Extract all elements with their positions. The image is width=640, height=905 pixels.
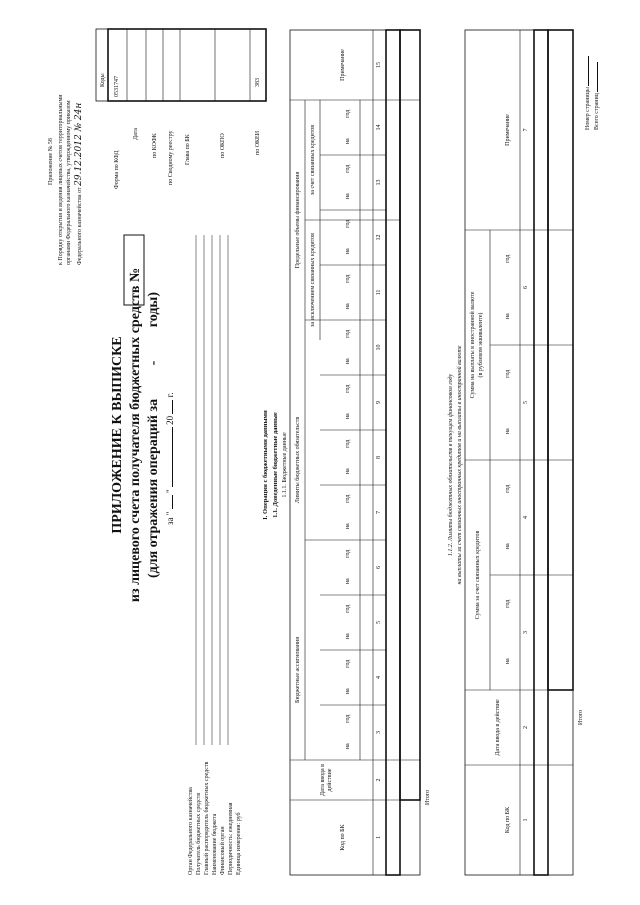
t2-year-god: год <box>505 369 511 378</box>
t1-year-na: на <box>345 578 351 585</box>
chapter-label: Глава по БК <box>185 134 191 165</box>
t2-year-god: год <box>505 254 511 263</box>
okei-code: 383 <box>255 78 261 87</box>
t1-year-god: год <box>345 549 351 558</box>
t2-col-number: 4 <box>523 516 529 519</box>
form-label: Форма по КФД <box>114 150 120 189</box>
t1-year-god: год <box>345 274 351 283</box>
table-1-total-box <box>400 30 420 800</box>
field-unit: Единица измерения: руб <box>236 812 242 875</box>
t1-col-number: 2 <box>376 778 382 782</box>
handwritten-date: 29.12.2012 № 24н <box>74 102 84 186</box>
total-pages-label: Всего страниц <box>594 62 601 130</box>
t1-year-na: на <box>345 688 351 695</box>
t1-year-na: на <box>345 468 351 475</box>
t1-year-na: на <box>345 193 351 200</box>
date-mid: " <box>165 489 175 494</box>
table-2-data-row <box>534 30 548 875</box>
t2-total-label: Итого <box>578 709 584 725</box>
order-reference-line-1: к Порядку открытия и ведения лицевых счетов территориальными <box>58 94 64 265</box>
t1-year-na: на <box>345 523 351 530</box>
t1-col-number: 13 <box>376 179 382 186</box>
t2-col-number: 1 <box>523 818 529 822</box>
t1-year-god: год <box>345 219 351 228</box>
t1-col-number: 15 <box>376 62 382 68</box>
t1-col-number: 4 <box>376 676 382 679</box>
t1-group-pred: Предельные объемы финансирования <box>295 171 301 269</box>
order-reference-text: Федерального казначейства от <box>77 187 83 265</box>
t2-year-na: на <box>505 543 511 550</box>
t1-year-na: на <box>345 303 351 310</box>
period-dash: - <box>146 360 161 366</box>
field-recipient: Получатель бюджетных средств <box>196 792 202 875</box>
t1-year-na: на <box>345 248 351 255</box>
t1-col-number: 8 <box>376 456 382 459</box>
t2-col-note: Примечание <box>505 114 511 146</box>
t1-total-label: Итого <box>425 789 431 805</box>
section-1-1-2-title: 1.1.2. Лимиты бюджетных обязательств в текущем финансовом году <box>448 373 454 557</box>
t1-col-kbk: Код по БК <box>340 824 346 851</box>
kofk-label: по КОФК <box>152 133 158 158</box>
section-1-title: I. Операции с бюджетными данными <box>262 410 269 520</box>
account-number-box <box>124 235 144 305</box>
t1-year-na: на <box>345 138 351 145</box>
t1-col-number: 3 <box>376 731 382 734</box>
t1-year-god: год <box>345 714 351 723</box>
section-1-1-title: 1.1. Доведенные бюджетные данные <box>272 412 279 518</box>
date-label: Дата <box>133 128 139 140</box>
t1-col-number: 5 <box>376 621 382 624</box>
t1-pred-incl: за счет связанных кредитов <box>310 124 316 196</box>
t1-col-number: 6 <box>376 566 382 569</box>
table-2-total-box <box>548 30 573 690</box>
t2-col-number: 5 <box>523 401 529 404</box>
t1-year-god: год <box>345 604 351 613</box>
t2-col-number: 6 <box>523 286 529 289</box>
t2-col-number: 3 <box>523 631 529 634</box>
t2-year-god: год <box>505 484 511 493</box>
t1-year-god: год <box>345 439 351 448</box>
t1-col-number: 11 <box>376 289 382 296</box>
t1-col-note: Примечание <box>340 49 346 81</box>
t1-col-number: 1 <box>376 836 382 839</box>
field-periodicity: Периодичность: ежедневная <box>228 802 234 875</box>
t2-group-fx: Сумма на выплаты в иностранной валюте <box>470 291 476 399</box>
date-century: 20 <box>165 415 175 425</box>
t1-year-na: на <box>345 358 351 365</box>
t2-group-credit: Сумма за счет связанных кредитов <box>475 530 481 620</box>
t2-year-na: на <box>505 313 511 320</box>
order-reference-line-2: органами Федерального казначейства, утвержденному приказом <box>66 100 72 265</box>
date-prefix: за " <box>165 511 175 525</box>
document-title: ПРИЛОЖЕНИЕ К ВЫПИСКЕ <box>110 336 125 534</box>
t1-year-na: на <box>345 633 351 640</box>
t1-group-limits: Лимиты бюджетных обязательств <box>295 416 301 504</box>
t1-year-god: год <box>345 109 351 118</box>
codes-header: Коды <box>100 73 106 87</box>
codes-box <box>96 29 266 101</box>
section-1-1-2-subtitle: на выплаты за счет связанных иностранных кредитов и на выплаты в иностранной валюте <box>457 345 463 585</box>
t2-year-na: на <box>505 658 511 665</box>
t2-col-kbk: Код по БК <box>505 806 511 834</box>
form-code: 0531747 <box>114 76 120 97</box>
registry-label: по Сводному реестру <box>168 130 174 185</box>
t1-year-na: на <box>345 743 351 750</box>
okpo-label: по ОКПО <box>220 133 226 158</box>
section-1-1-1-title: 1.1.1. Бюджетные данные <box>282 432 288 498</box>
field-budget-name: Наименование бюджета <box>212 813 218 875</box>
page-number-label: Номер страницы <box>585 56 592 130</box>
t1-year-god: год <box>345 329 351 338</box>
field-finance-organ: Финансовый орган <box>220 826 226 875</box>
t1-col-number: 12 <box>376 234 382 241</box>
t1-year-god: год <box>345 164 351 173</box>
period-prefix: (для отражения операций за <box>146 398 161 579</box>
t1-year-na: на <box>345 413 351 420</box>
t2-col-number: 2 <box>523 726 529 729</box>
t1-pred-excl: за исключением связанных кредитов <box>310 233 316 327</box>
t1-col-number: 10 <box>376 344 382 351</box>
appendix-number: Приложение № 58 <box>48 138 54 185</box>
t1-col-number: 9 <box>376 401 382 404</box>
document-subtitle: из лицевого счета получателя бюджетных средств № <box>128 267 143 603</box>
t1-year-god: год <box>345 494 351 503</box>
t1-col-date: Дата ввода в действие <box>320 764 333 796</box>
t1-col-number: 7 <box>376 511 382 514</box>
t2-col-number: 7 <box>523 128 529 132</box>
table-1-data-row <box>386 30 400 875</box>
codes-value-box <box>108 29 266 101</box>
t2-col-date: Дата ввода в действие <box>495 699 501 756</box>
t2-year-god: год <box>505 599 511 608</box>
field-chief-manager: Главный распорядитель бюджетных средств <box>204 761 210 875</box>
t2-group-fx-sub: (в рублевом эквиваленте) <box>478 312 484 378</box>
t1-year-god: год <box>345 659 351 668</box>
t1-col-number: 14 <box>376 124 382 131</box>
t2-year-na: на <box>505 428 511 435</box>
date-year-label: г. <box>165 392 175 398</box>
okei-label: по ОКЕИ <box>255 130 261 155</box>
field-fk-organ: Орган Федерального казначейства <box>188 787 194 875</box>
t1-group-assign: Бюджетные ассигнования <box>295 637 301 703</box>
t1-year-god: год <box>345 384 351 393</box>
period-suffix: годы) <box>146 291 161 328</box>
table-2-frame <box>465 30 573 875</box>
